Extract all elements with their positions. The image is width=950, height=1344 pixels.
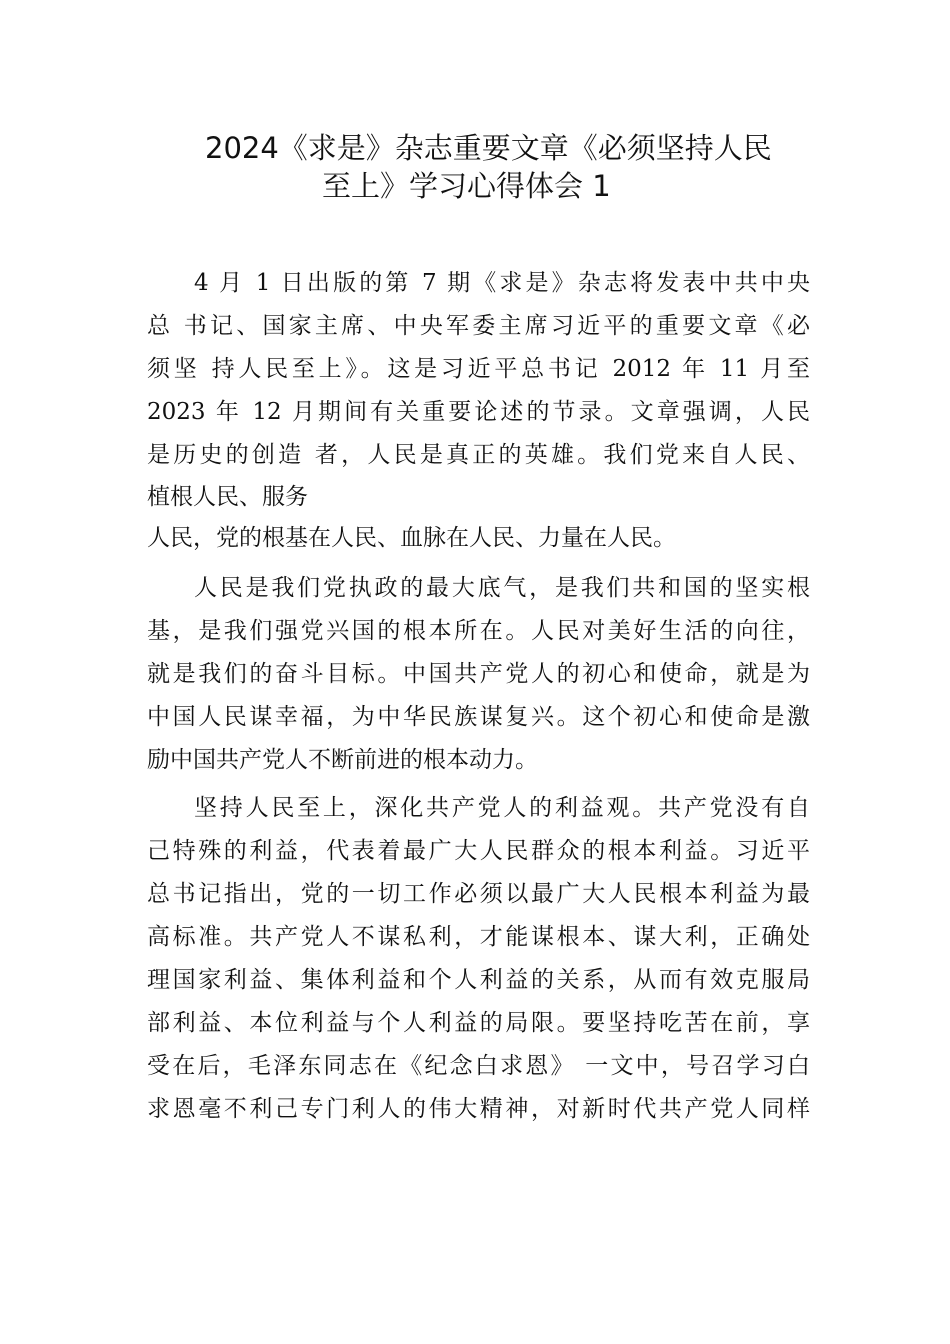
paragraph-3-line-4: 高标准。共产党人不谋私利，才能谋根本、谋大利，正确处: [147, 924, 810, 950]
paragraph-2-line-3: 就是我们的奋斗目标。中国共产党人的初心和使命，就是为: [147, 661, 810, 687]
paragraph-2-line-5: 励中国共产党人不断前进的根本动力。: [147, 747, 538, 773]
paragraph-1-line-5: 是历史的创造 者，人民是真正的英雄。我们党来自人民、: [147, 442, 810, 468]
paragraph-3-line-8: 求恩毫不利己专门利人的伟大精神，对新时代共产党人同样: [147, 1096, 810, 1122]
paragraph-1-line-7: 人民，党的根基在人民、血脉在人民、力量在人民。: [147, 525, 676, 551]
paragraph-3-line-3: 总书记指出，党的一切工作必须以最广大人民根本利益为最: [147, 881, 810, 907]
paragraph-1-line-1: 4 月 1 日出版的第 7 期《求是》杂志将发表中共中央: [194, 270, 810, 296]
paragraph-3-line-2: 己特殊的利益，代表着最广大人民群众的根本利益。习近平: [147, 838, 810, 864]
paragraph-2-line-4: 中国人民谋幸福，为中华民族谋复兴。这个初心和使命是激: [147, 704, 810, 730]
paragraph-3-line-1: 坚持人民至上，深化共产党人的利益观。共产党没有自: [194, 795, 810, 821]
paragraph-3-line-7: 受在后，毛泽东同志在《纪念白求恩》 一文中，号召学习白: [147, 1053, 810, 1079]
document-title-line-1: 2024《求是》杂志重要文章《必须坚持人民: [205, 131, 772, 165]
paragraph-1-line-3: 须坚 持人民至上》。这是习近平总书记 2012 年 11 月至: [147, 356, 810, 382]
paragraph-2-line-2: 基，是我们强党兴国的根本所在。人民对美好生活的向往，: [147, 618, 810, 644]
document-title-line-2: 至上》学习心得体会 1: [322, 169, 611, 203]
paragraph-3-line-6: 部利益、本位利益与个人利益的局限。要坚持吃苦在前，享: [147, 1010, 810, 1036]
paragraph-1-line-2: 总 书记、国家主席、中央军委主席习近平的重要文章《必: [147, 313, 810, 339]
paragraph-1-line-6: 植根人民、服务: [147, 484, 308, 510]
paragraph-3-line-5: 理国家利益、集体利益和个人利益的关系，从而有效克服局: [147, 967, 810, 993]
paragraph-1-line-4: 2023 年 12 月期间有关重要论述的节录。文章强调，人民: [147, 399, 810, 425]
paragraph-2-line-1: 人民是我们党执政的最大底气，是我们共和国的坚实根: [194, 575, 810, 601]
